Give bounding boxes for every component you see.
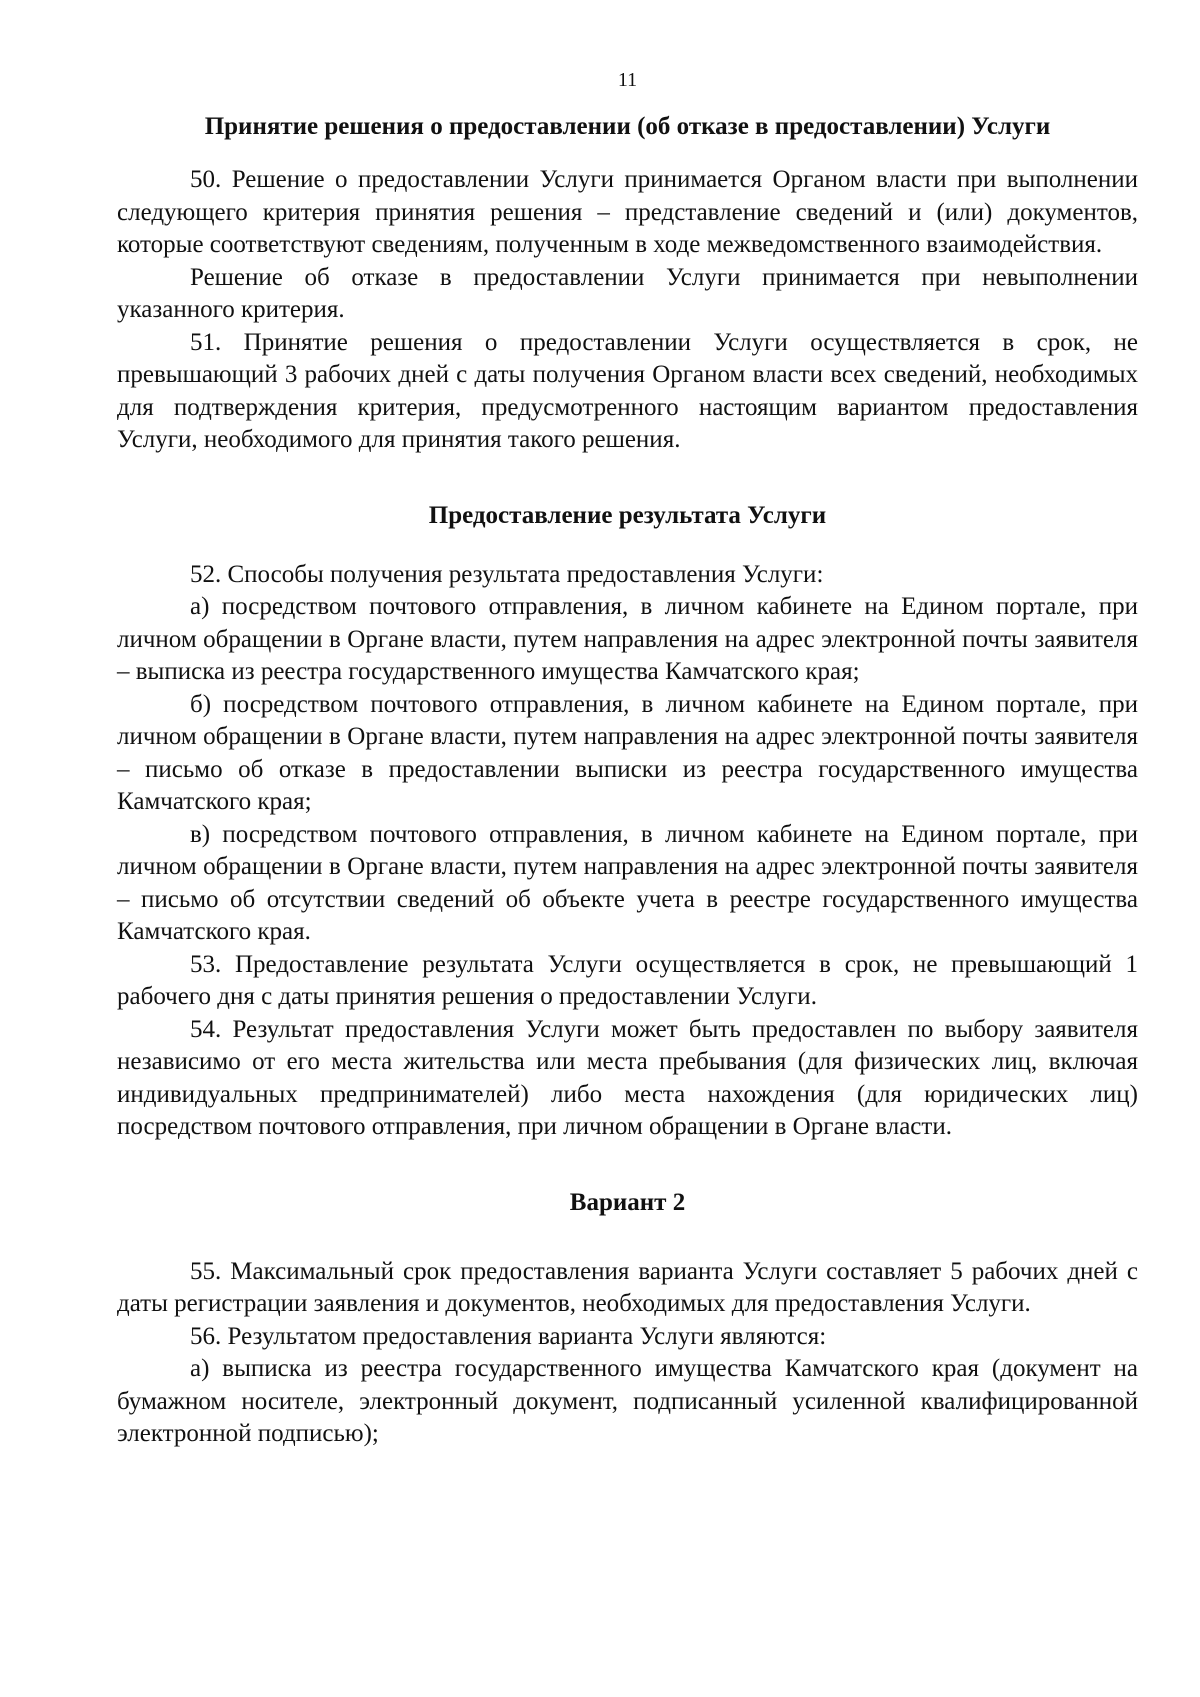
section-heading-variant-2: Вариант 2 (569, 1188, 686, 1216)
paragraph-52: 52. Способы получения результата предоставления Услуги: (190, 560, 824, 588)
paragraph-52-a: а) посредством почтового отправления, в личном кабинете на Едином портале, при личном обращении в Органе власти, путем направления на адрес электронной почты заявителя – выписка из реестра государственного имущества Камчатского края; (117, 593, 1138, 685)
section-heading-result: Предоставление результата Услуги (428, 501, 827, 529)
paragraph-55: 55. Максимальный срок предоставления варианта Услуги составляет 5 рабочих дней с даты регистрации заявления и документов, необходимых для предоставления Услуги. (117, 1257, 1138, 1317)
page-number: 11 (617, 69, 638, 91)
paragraph-50: 50. Решение о предоставлении Услуги принимается Органом власти при выполнении следующего критерия принятия решения – представление сведений и (или) документов, которые соответствуют сведениям, полученным в ходе межведомственного взаимодействия. (117, 166, 1138, 258)
paragraph-53: 53. Предоставление результата Услуги осуществляется в срок, не превышающий 1 рабочего дня с даты принятия решения о предоставлении Услуги. (117, 950, 1138, 1010)
paragraph-54: 54. Результат предоставления Услуги может быть предоставлен по выбору заявителя независимо от его места жительства или места пребывания (для физических лиц, включая индивидуальных предпринимателей) либо места нахождения (для юридических лиц) посредством почтового отправления, при личном обращении в Органе власти. (117, 1015, 1138, 1140)
paragraph-50-refusal: Решение об отказе в предоставлении Услуги принимается при невыполнении указанного критерия. (117, 263, 1138, 323)
paragraph-56: 56. Результатом предоставления варианта Услуги являются: (190, 1322, 827, 1350)
section-heading-decision: Принятие решения о предоставлении (об отказе в предоставлении) Услуги (204, 113, 1051, 140)
paragraph-51: 51. Принятие решения о предоставлении Услуги осуществляется в срок, не превышающий 3 рабочих дней с даты получения Органом власти всех сведений, необходимых для подтверждения критерия, предусмотренного настоящим вариантом предоставления Услуги, необходимого для принятия такого решения. (117, 328, 1138, 453)
paragraph-52-c: в) посредством почтового отправления, в личном кабинете на Едином портале, при личном обращении в Органе власти, путем направления на адрес электронной почты заявителя – письмо об отсутствии сведений об объекте учета в реестре государственного имущества Камчатского края. (117, 820, 1138, 945)
paragraph-56-a: а) выписка из реестра государственного имущества Камчатского края (документ на бумажном носителе, электронный документ, подписанный усиленной квалифицированной электронной подписью); (117, 1355, 1138, 1447)
paragraph-52-b: б) посредством почтового отправления, в личном кабинете на Едином портале, при личном обращении в Органе власти, путем направления на адрес электронной почты заявителя – письмо об отказе в предоставлении выписки из реестра государственного имущества Камчатского края; (117, 690, 1138, 815)
